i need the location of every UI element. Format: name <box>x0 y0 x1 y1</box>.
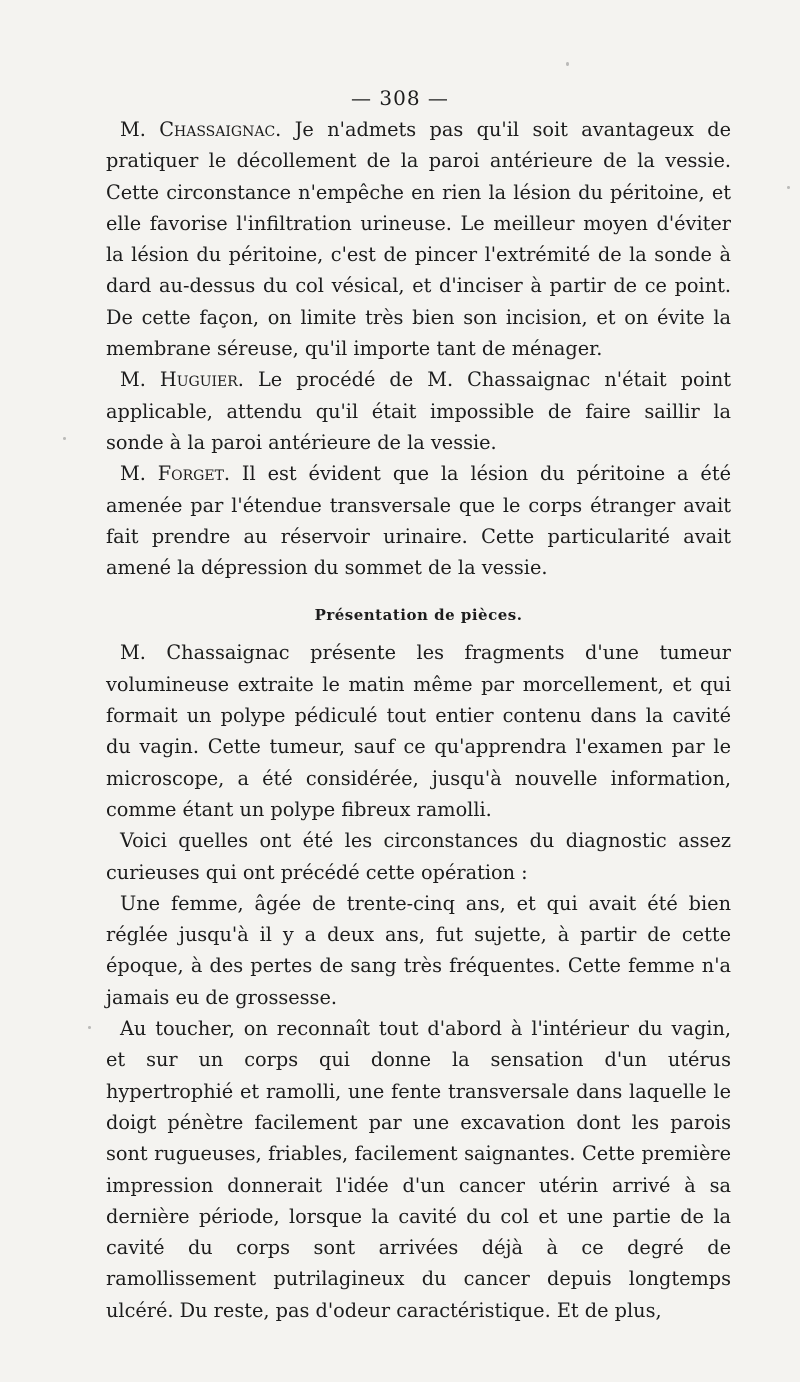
section-heading: Présentation de pièces. <box>314 606 523 625</box>
paragraph-text: Il est évident que la lésion du péritoine a été amenée par l'étendue transversale que le corps étranger avait fait prendre au réservoir urinaire. Cette particularité avait amené la dépression du sommet de la vessie. <box>106 462 731 580</box>
speaker-name: M. Forget. <box>120 462 231 486</box>
paper-speck <box>88 1026 91 1029</box>
paragraph-patient-history: Une femme, âgée de trente-cinq ans, et qui avait été bien réglée jusqu'à il y a deux ans, fut sujette, à partir de cette époque, à des pertes de sang très fréquentes. Cette femme n'a jamais eu de grossesse. <box>106 891 731 1009</box>
paper-speck <box>566 62 569 66</box>
paragraph-examination: Au toucher, on reconnaît tout d'abord à l'intérieur du vagin, et sur un corps qui donne la sensation d'un utérus hypertrophié et ramolli, une fente transversale dans laquelle le doigt pénètre facilement par une excavation dont les parois sont rugueuses, friables, facilement saignantes. Cette première impression donnerait l'idée d'un cancer utérin arrivé à sa dernière période, lorsque la cavité du col et une partie de la cavité du corps sont arrivées déjà à ce degré de ramollissement putrilagineux du cancer depuis longtemps ulcéré. Du reste, pas d'odeur caractéristique. Et de plus, <box>106 1017 731 1322</box>
paragraph-chassaignac <box>106 114 731 364</box>
paragraph-huguier <box>106 364 731 458</box>
paper-speck <box>787 186 790 189</box>
speaker-name: M. Huguier. <box>120 368 244 392</box>
paragraph-text: Le procédé de M. Chassaignac n'était point applicable, attendu qu'il était impossible de faire saillir la sonde à la paroi antérieure de la vessie. <box>106 368 731 454</box>
paper-speck <box>63 437 66 440</box>
speaker-name: M. Chassaignac. <box>120 118 282 141</box>
body-text <box>106 114 731 1326</box>
paragraph-forget <box>106 458 731 583</box>
paragraph-text: Je n'admets pas qu'il soit avantageux de pratiquer le décollement de la paroi antérieure de la vessie. Cette circonstance n'empêche en rien la lésion du péritoine, et elle favorise l'infiltration urineuse. Le meilleur moyen d'éviter la lésion du péritoine, c'est de pincer l'extrémité de la sonde à dard au-dessus du col vésical, et d'inciser à partir de ce point. De cette façon, on limite très bien son incision, et on évite la membrane séreuse, qu'il importe tant de ménager. <box>106 118 731 361</box>
paragraph-circumstances: Voici quelles ont été les circonstances du diagnostic assez curieuses qui ont précédé cette opération : <box>106 829 731 884</box>
page-number: — 308 — <box>351 86 449 110</box>
paragraph-presentation: M. Chassaignac présente les fragments d'une tumeur volumineuse extraite le matin même par morcellement, et qui formait un polype pédiculé tout entier contenu dans la cavité du vagin. Cette tumeur, sauf ce qu'apprendra l'examen par le microscope, a été considérée, jusqu'à nouvelle information, comme étant un polype fibreux ramolli. <box>106 641 731 821</box>
